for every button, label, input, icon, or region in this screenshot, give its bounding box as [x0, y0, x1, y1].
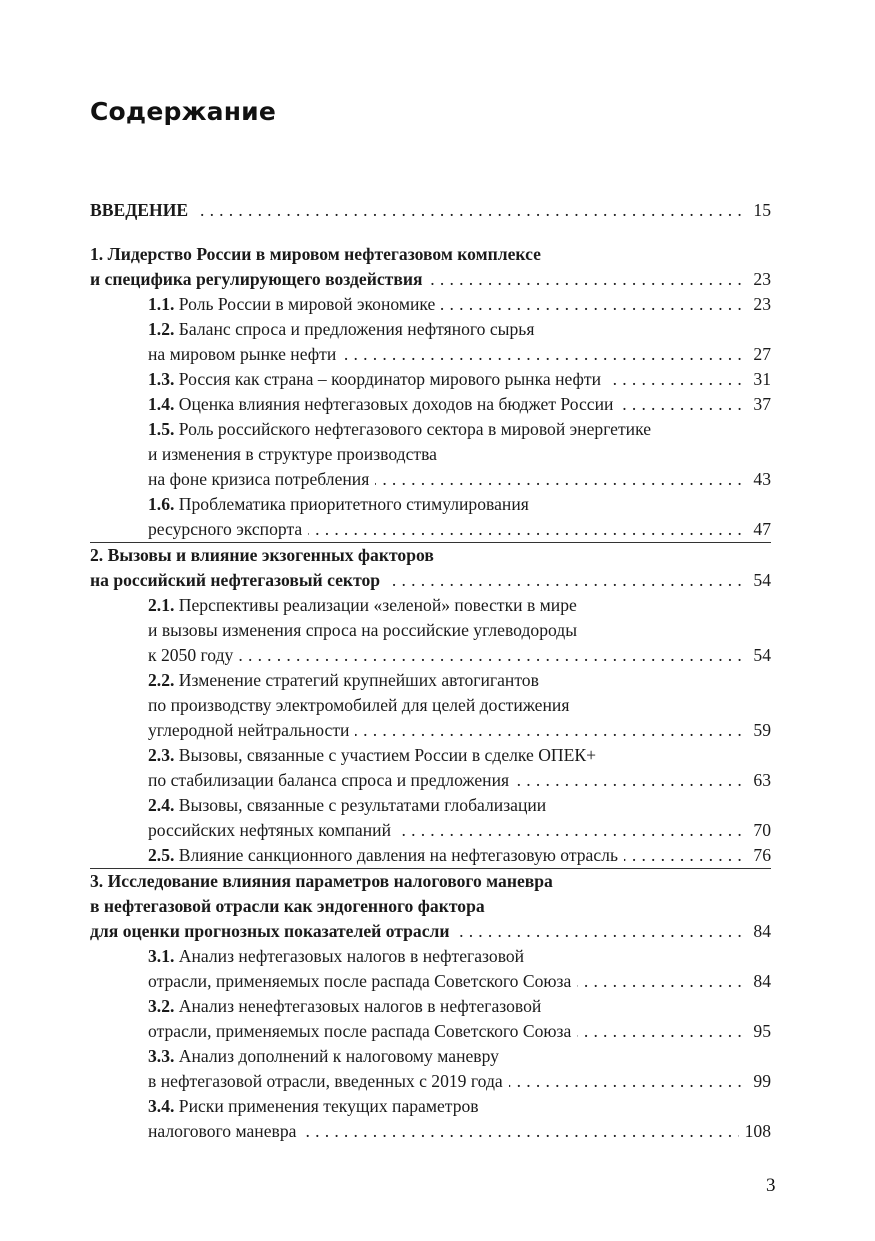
toc-entry-title: 1. Лидерство России в мировом нефтегазовом комплексе: [90, 242, 547, 267]
toc-section-number: 2.1.: [148, 595, 175, 615]
toc-section-1-2[interactable]: [148, 317, 771, 342]
toc-section-1-3[interactable]: [148, 367, 771, 392]
toc-entry-title: . . . на фоне кризиса потребления: [148, 467, 375, 492]
toc-page-number: 108: [739, 1119, 771, 1144]
toc-entry-title: Проблематика приоритетного стимулирования: [174, 494, 529, 514]
toc-entry-title: . . . по стабилизации баланса спроса и предложения: [148, 768, 515, 793]
toc-section-number: 2.4.: [148, 795, 175, 815]
toc-section-2-4-end[interactable]: [148, 818, 771, 843]
toc-entry-title: . . . отрасли, применяемых после распада Советского Союза: [148, 1019, 577, 1044]
toc-entry-title: Анализ дополнений к налоговому маневру: [174, 1046, 499, 1066]
toc-page-number: 59: [747, 718, 771, 743]
toc-section-3-4[interactable]: [148, 1094, 771, 1119]
toc-page-number: 31: [747, 367, 771, 392]
toc-page-number: 99: [747, 1069, 771, 1094]
toc-page-number: 27: [747, 342, 771, 367]
toc-entry-title: . . . в нефтегазовой отрасли, введенных с 2019 года: [148, 1069, 509, 1094]
toc-section-number: 2.2.: [148, 670, 175, 690]
toc-section-number: 1.4.: [148, 394, 175, 414]
toc-entry-title: Россия как страна – координатор мирового рынка нефти: [174, 369, 602, 389]
toc-section-number: 1.6.: [148, 494, 175, 514]
toc-entry-title: Влияние санкционного давления на нефтегазовую отрасль: [174, 845, 618, 865]
toc-entry-title: . . . отрасли, применяемых после распада Советского Союза: [148, 969, 577, 994]
toc-section-2-2[interactable]: [148, 668, 771, 693]
toc-section-2-2-cont[interactable]: [148, 693, 771, 718]
toc-page-number: 54: [747, 643, 771, 668]
toc-section-1-1[interactable]: [148, 292, 771, 317]
toc-entry-title: Анализ нефтегазовых налогов в нефтегазовой: [174, 946, 525, 966]
toc-page-number: 43: [747, 467, 771, 492]
toc-section-3-3-end[interactable]: [148, 1069, 771, 1094]
toc-chapter-3-title[interactable]: [90, 869, 771, 894]
toc-section-number: 3.4.: [148, 1096, 175, 1116]
toc-page-number: 23: [747, 292, 771, 317]
toc-section-2-3[interactable]: [148, 743, 771, 768]
toc-entry-title: и изменения в структуре производства: [148, 442, 443, 467]
toc-page-number: 37: [747, 392, 771, 417]
toc-entry-title: . . . для оценки прогнозных показателей отрасли: [90, 919, 456, 944]
toc-entry-intro[interactable]: [90, 198, 771, 223]
toc-page-number: 95: [747, 1019, 771, 1044]
toc-chapter-2-title-end[interactable]: [90, 568, 771, 593]
toc-section-3-1[interactable]: [148, 944, 771, 969]
toc-page-number: 54: [747, 568, 771, 593]
toc-section-1-6-end[interactable]: [148, 517, 771, 542]
toc-entry-title: Перспективы реализации «зеленой» повестки в мире: [174, 595, 577, 615]
toc-section-number: 2.3.: [148, 745, 175, 765]
toc-entry-title: . . . ресурсного экспорта: [148, 517, 308, 542]
toc-section-2-5[interactable]: [148, 843, 771, 868]
toc-entry-title: . . . к 2050 году: [148, 643, 239, 668]
toc-entry-title: . . . на российский нефтегазовый сектор: [90, 568, 386, 593]
toc-entry-title: Изменение стратегий крупнейших автогигантов: [174, 670, 539, 690]
toc-section-1-5-end[interactable]: [148, 467, 771, 492]
toc-entry-title: по производству электромобилей для целей достижения: [148, 693, 575, 718]
toc-page-number: 63: [747, 768, 771, 793]
toc-entry-title: Баланс спроса и предложения нефтяного сырья: [174, 319, 535, 339]
toc-page-number: 84: [747, 969, 771, 994]
toc-section-2-2-end[interactable]: [148, 718, 771, 743]
toc-entry-title: Оценка влияния нефтегазовых доходов на бюджет России: [174, 394, 614, 414]
toc-entry-title: Роль российского нефтегазового сектора в мировой энергетике: [174, 419, 652, 439]
toc-page-number: 47: [747, 517, 771, 542]
toc-entry-title: . . . на мировом рынке нефти: [148, 342, 342, 367]
toc-section-3-3[interactable]: [148, 1044, 771, 1069]
toc-section-2-1[interactable]: [148, 593, 771, 618]
toc-entry-title: 3. Исследование влияния параметров налогового маневра: [90, 869, 559, 894]
toc-section-3-4-end[interactable]: [148, 1119, 771, 1144]
page-title: Содержание: [90, 97, 277, 126]
toc-section-number: 2.5.: [148, 845, 175, 865]
toc-entry-title: . . . углеродной нейтральности: [148, 718, 355, 743]
toc-entry-title: . . . налогового маневра: [148, 1119, 302, 1144]
toc-section-2-1-end[interactable]: [148, 643, 771, 668]
toc-section-number: 1.3.: [148, 369, 175, 389]
toc-page-number: 84: [747, 919, 771, 944]
toc-entry-title: и вызовы изменения спроса на российские углеводороды: [148, 618, 583, 643]
toc-entry-title: Вызовы, связанные с результатами глобализации: [174, 795, 547, 815]
toc-entry-title: . . . российских нефтяных компаний: [148, 818, 397, 843]
toc-section-2-4[interactable]: [148, 793, 771, 818]
toc-entry-title: . . . и специфика регулирующего воздействия: [90, 267, 428, 292]
toc-chapter-2-title[interactable]: [90, 543, 771, 568]
toc-entry-title: . . . ВВЕДЕНИЕ: [90, 198, 194, 223]
toc-entry-title: Риски применения текущих параметров: [174, 1096, 479, 1116]
toc-page-number: 15: [747, 198, 771, 223]
toc-section-3-2-end[interactable]: [148, 1019, 771, 1044]
toc-page-number: 76: [747, 843, 771, 868]
toc-section-number: 3.2.: [148, 996, 175, 1016]
toc-entry-title: Анализ ненефтегазовых налогов в нефтегазовой: [174, 996, 542, 1016]
page-number: 3: [766, 1175, 776, 1196]
toc-section-1-6[interactable]: [148, 492, 771, 517]
toc-chapter-3-title-end[interactable]: [90, 919, 771, 944]
toc-section-1-5-cont[interactable]: [148, 442, 771, 467]
toc-section-number: 1.1.: [148, 294, 175, 314]
toc-section-number: 3.3.: [148, 1046, 175, 1066]
toc-page-number: 23: [747, 267, 771, 292]
toc-section-1-2-end[interactable]: [148, 342, 771, 367]
toc-section-2-1-cont[interactable]: [148, 618, 771, 643]
toc-entry-title: 2. Вызовы и влияние экзогенных факторов: [90, 543, 440, 568]
toc-section-2-3-end[interactable]: [148, 768, 771, 793]
toc-entry-title: в нефтегазовой отрасли как эндогенного фактора: [90, 894, 491, 919]
toc-entry-title: Роль России в мировой экономике: [174, 294, 436, 314]
table-of-contents: [0, 198, 875, 1144]
toc-section-number: 1.5.: [148, 419, 175, 439]
toc-chapter-3-title-cont[interactable]: [90, 894, 771, 919]
toc-entry-title: Вызовы, связанные с участием России в сделке ОПЕК+: [174, 745, 597, 765]
toc-section-number: 3.1.: [148, 946, 175, 966]
toc-page-number: 70: [747, 818, 771, 843]
toc-chapter-1-title-end[interactable]: [90, 267, 771, 292]
toc-chapter-1-title[interactable]: [90, 242, 771, 267]
toc-section-3-2[interactable]: [148, 994, 771, 1019]
toc-section-1-4[interactable]: [148, 392, 771, 417]
toc-section-1-5[interactable]: [148, 417, 771, 442]
toc-section-number: 1.2.: [148, 319, 175, 339]
toc-section-3-1-end[interactable]: [148, 969, 771, 994]
